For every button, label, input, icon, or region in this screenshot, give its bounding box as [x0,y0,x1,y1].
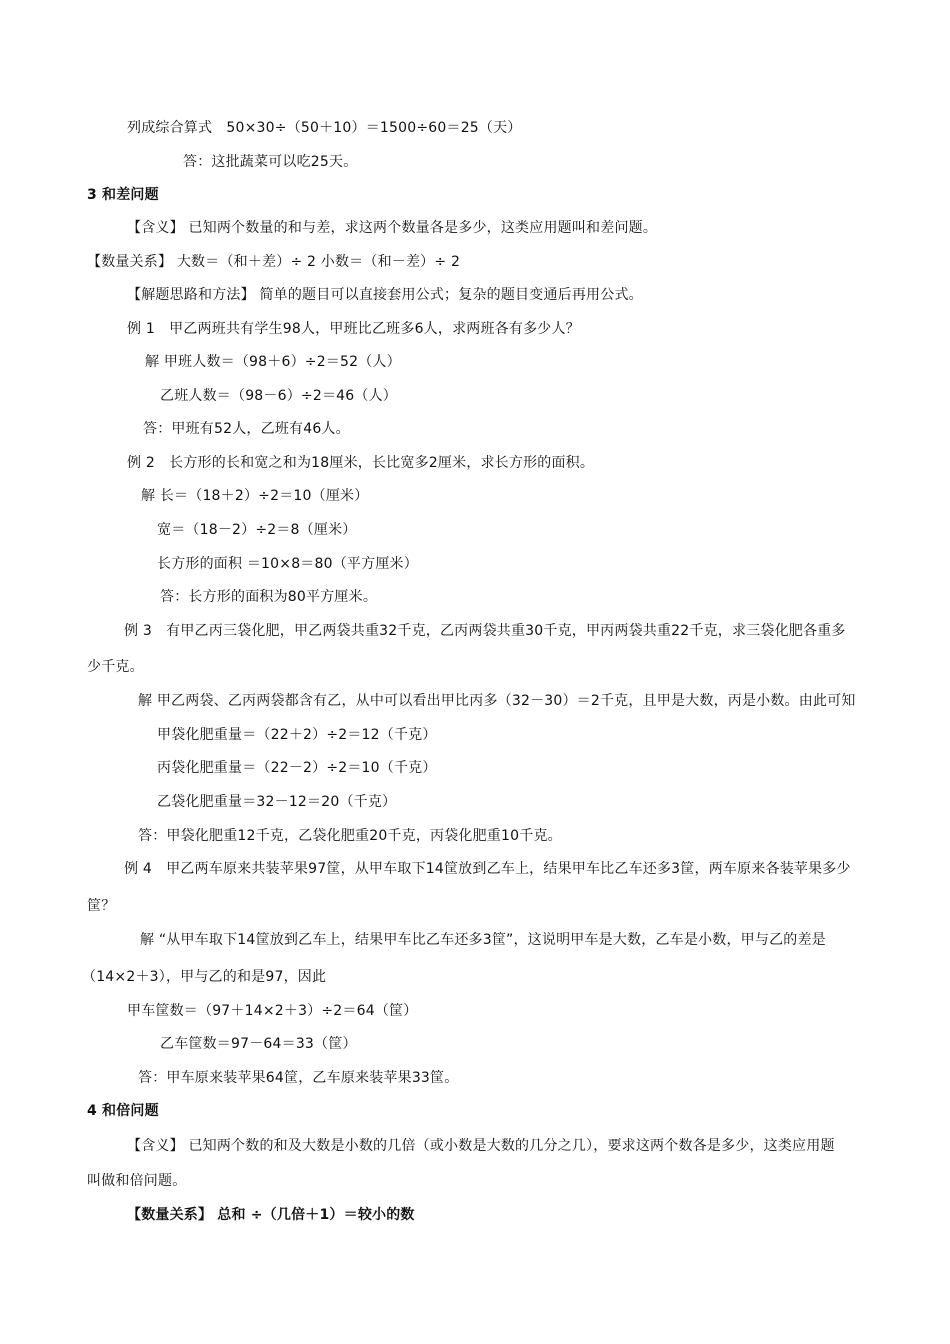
answer-line: 答：甲班有52人，乙班有46人。 [143,421,350,437]
answer-line: 答：这批蔬菜可以吃25天。 [183,154,358,170]
method-line: 【解题思路和方法】 简单的题目可以直接套用公式；复杂的题目变通后再用公式。 [127,287,643,303]
solution-line: 乙班人数＝（98－6）÷2＝46（人） [160,388,397,404]
example-3-cont: 少千克。 [87,659,144,675]
formula-line: 列成综合算式 50×30÷（50＋10）＝1500÷60＝25（天） [127,120,522,136]
solution-line: 甲车筐数＝（97＋14×2＋3）÷2＝64（筐） [127,1003,418,1019]
solution-line: 乙车筐数＝97－64＝33（筐） [160,1036,357,1052]
solution-line: 乙袋化肥重量＝32－12＝20（千克） [157,794,397,810]
solution-line: 长方形的面积 ＝10×8＝80（平方厘米） [157,556,418,572]
example-4: 例 4 甲乙两车原来共装苹果97筐，从甲车取下14筐放到乙车上，结果甲车比乙车还多3筐，两车原来各装苹果多少 [124,861,851,877]
example-1: 例 1 甲乙两班共有学生98人，甲班比乙班多6人，求两班各有多少人？ [127,321,580,337]
example-3: 例 3 有甲乙丙三袋化肥，甲乙两袋共重32千克，乙丙两袋共重30千克，甲丙两袋共重22千克，求三袋化肥各重多 [124,623,846,639]
section-heading: 3 和差问题 [87,187,159,203]
example-2: 例 2 长方形的长和宽之和为18厘米，长比宽多2厘米，求长方形的面积。 [127,455,595,471]
solution-line: 解 甲班人数＝（98＋6）÷2＝52（人） [145,354,401,370]
solution-line: 甲袋化肥重量＝（22＋2）÷2＝12（千克） [157,727,437,743]
definition-line-cont: 叫做和倍问题。 [87,1173,187,1189]
definition-line: 【含义】 已知两个数的和及大数是小数的几倍（或小数是大数的几分之几），要求这两个数各是多少，这类应用题 [127,1138,835,1154]
answer-line: 答：甲袋化肥重12千克，乙袋化肥重20千克，丙袋化肥重10千克。 [138,828,562,844]
relation-line: 【数量关系】 大数＝（和＋差）÷ 2 小数＝（和－差）÷ 2 [87,254,461,270]
answer-line: 答：甲车原来装苹果64筐，乙车原来装苹果33筐。 [138,1070,459,1086]
relation-line: 【数量关系】 总和 ÷（几倍＋1）＝较小的数 [127,1207,415,1223]
solution-line: 宽＝（18－2）÷2＝8（厘米） [157,522,357,538]
definition-line: 【含义】 已知两个数量的和与差，求这两个数量各是多少，这类应用题叫和差问题。 [127,220,658,236]
solution-line: 解 甲乙两袋、乙丙两袋都含有乙，从中可以看出甲比丙多（32－30）＝2千克，且甲是大数，丙是小数。由此可知 [138,693,856,709]
section-heading: 4 和倍问题 [87,1103,159,1119]
solution-line: 解 长＝（18＋2）÷2＝10（厘米） [141,488,369,504]
solution-line: （14×2＋3），甲与乙的和是97，因此 [82,969,327,985]
answer-line: 答：长方形的面积为80平方厘米。 [160,589,378,605]
solution-line: 丙袋化肥重量＝（22－2）÷2＝10（千克） [157,760,437,776]
example-4-cont: 筐？ [87,898,116,914]
solution-line: 解 “从甲车取下14筐放到乙车上，结果甲车比乙车还多3筐”，这说明甲车是大数，乙车是小数，甲与乙的差是 [140,932,826,948]
